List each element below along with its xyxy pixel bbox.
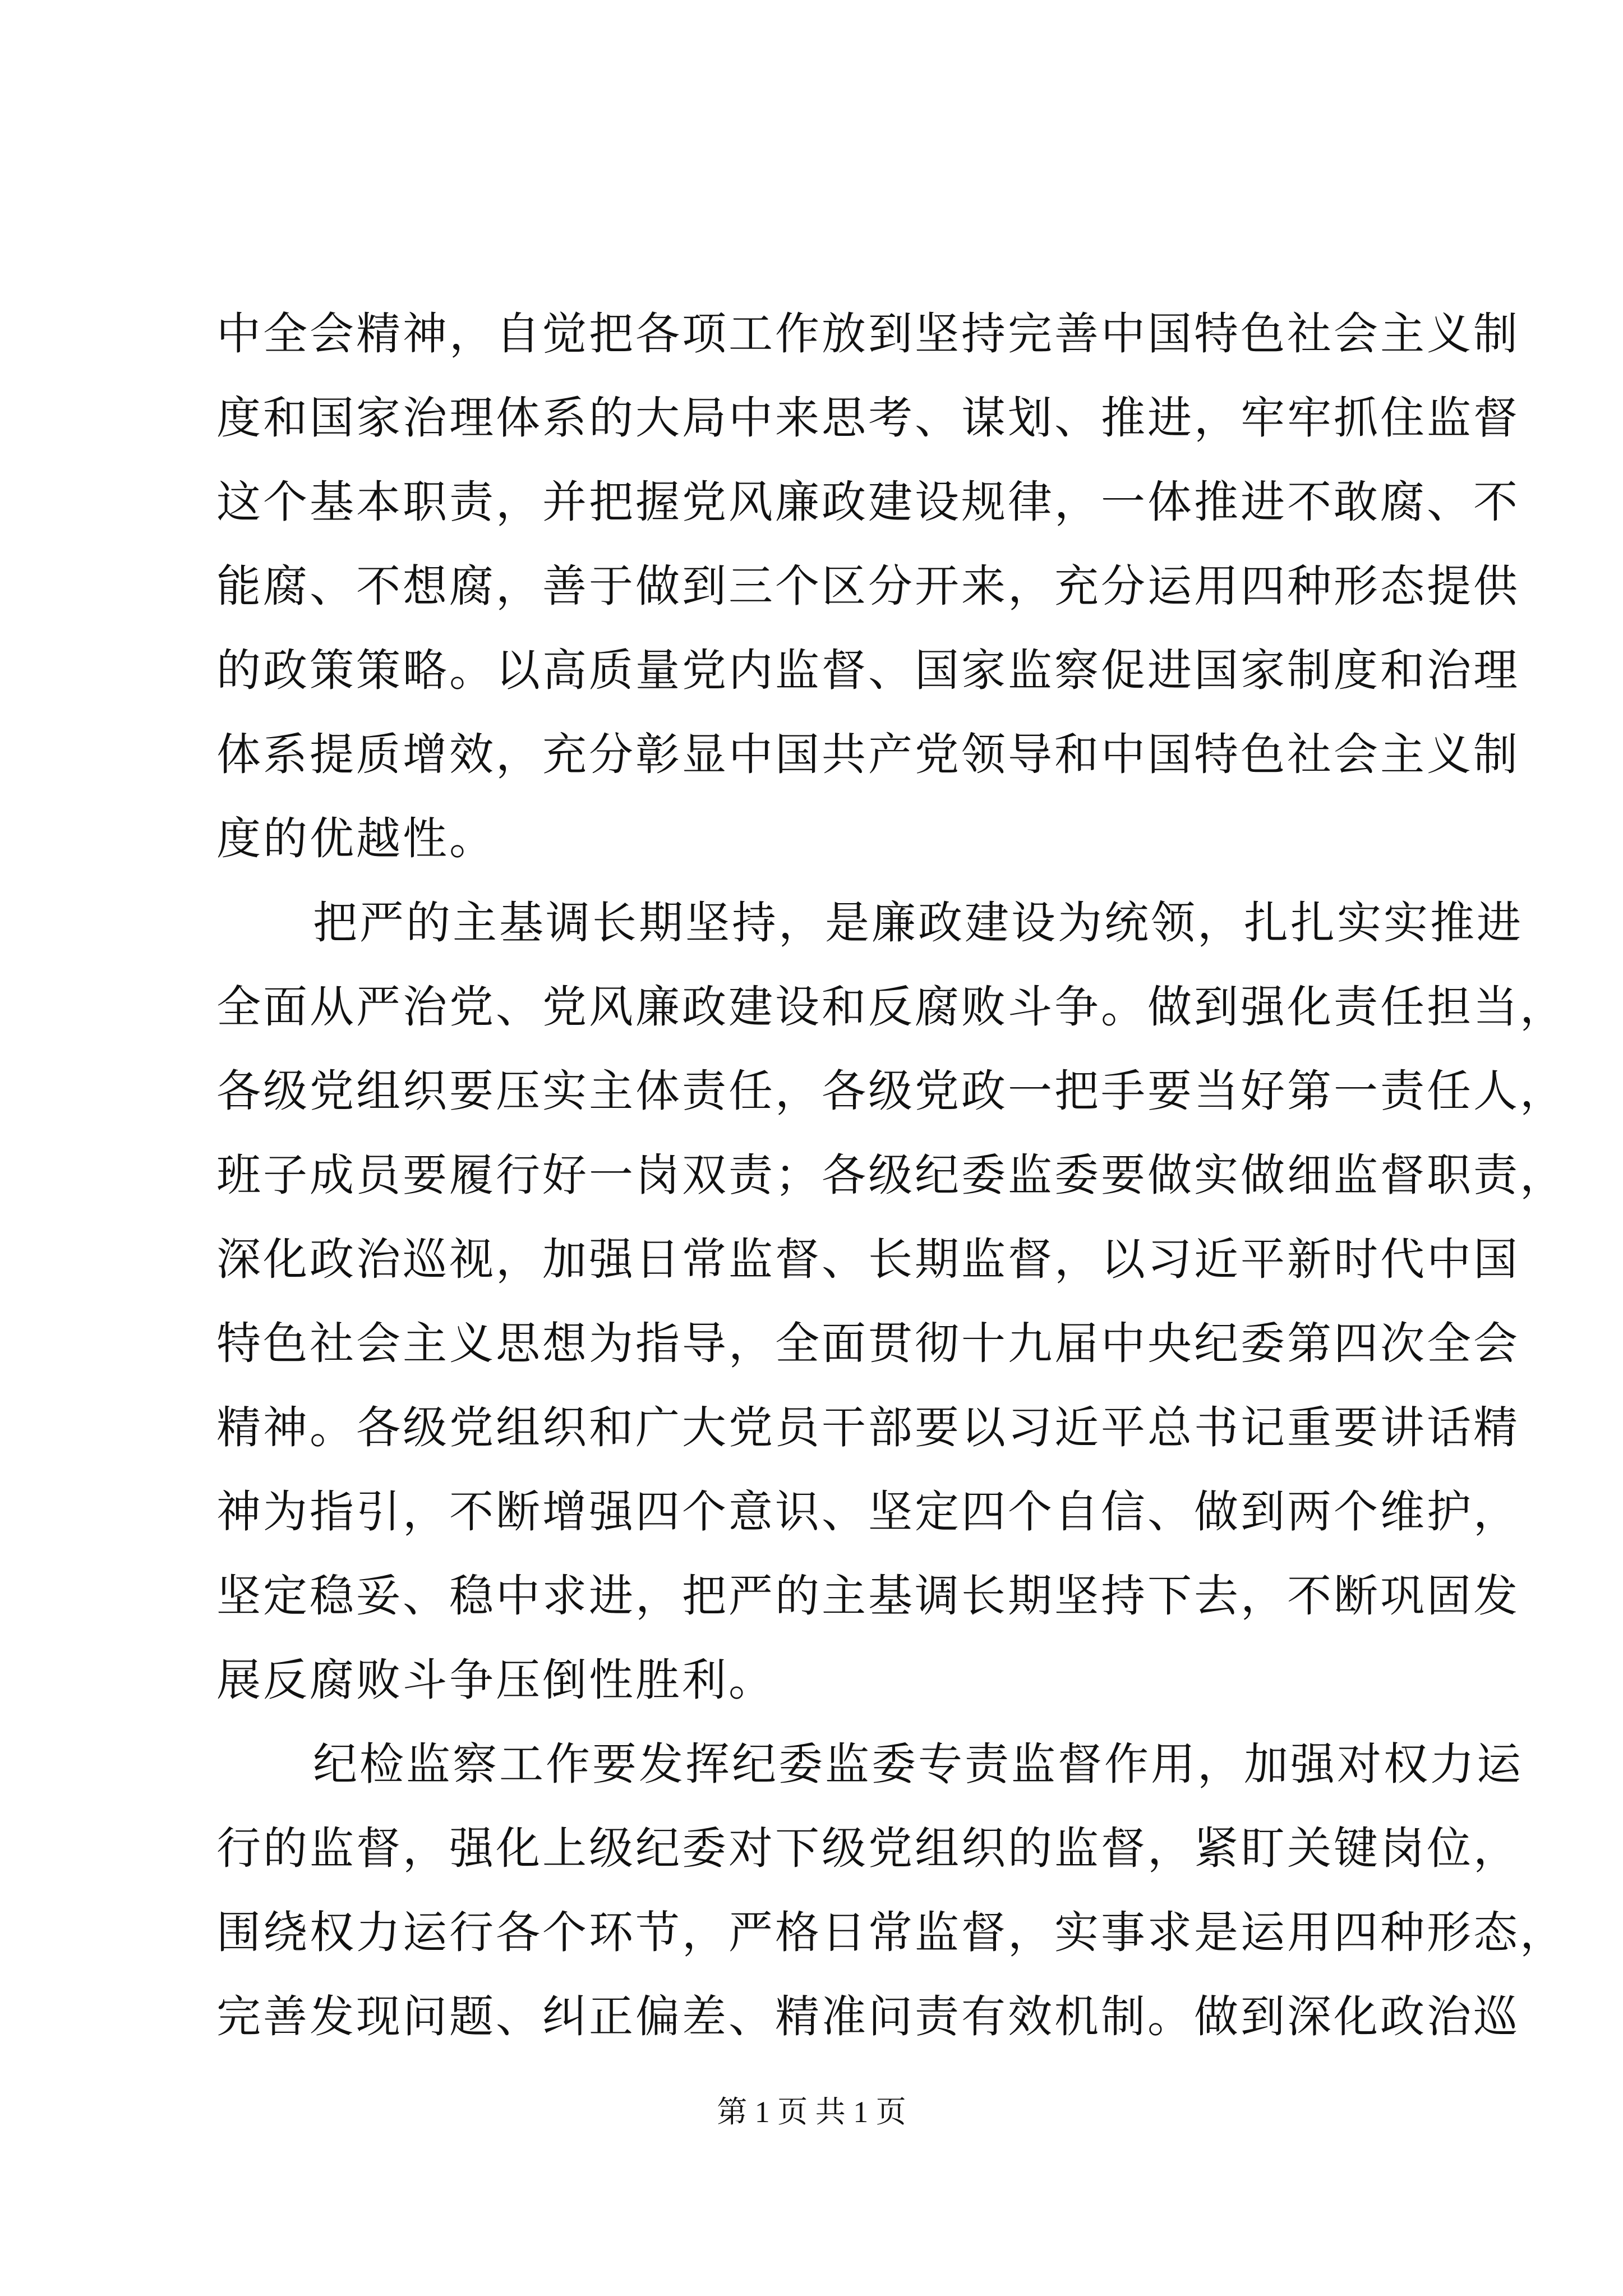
text-line: 的政策策略。以高质量党内监督、国家监察促进国家制度和治理 [216,645,1520,696]
text-line: 坚定稳妥、稳中求进，把严的主基调长期坚持下去，不断巩固发 [216,1570,1520,1622]
text-line: 精神。各级党组织和广大党员干部要以习近平总书记重要讲话精 [216,1402,1520,1453]
text-line: 班子成员要履行好一岗双责；各级纪委监委要做实做细监督职责， [216,1149,1566,1201]
text-line: 这个基本职责，并把握党风廉政建设规律，一体推进不敢腐、不 [216,476,1520,528]
text-line: 能腐、不想腐，善于做到三个区分开来，充分运用四种形态提供 [216,560,1520,612]
text-line: 神为指引，不断增强四个意识、坚定四个自信、做到两个维护， [216,1486,1520,1538]
text-line: 各级党组织要压实主体责任，各级党政一把手要当好第一责任人， [216,1065,1566,1117]
text-line: 中全会精神，自觉把各项工作放到坚持完善中国特色社会主义制 [216,308,1520,360]
text-line: 特色社会主义思想为指导，全面贯彻十九届中央纪委第四次全会 [216,1318,1520,1369]
text-line: 纪检监察工作要发挥纪委监委专责监督作用，加强对权力运 [313,1738,1523,1790]
text-line: 度的优越性。 [216,813,496,864]
text-line: 行的监督，强化上级纪委对下级党组织的监督，紧盯关键岗位， [216,1823,1520,1874]
text-line: 深化政治巡视，加强日常监督、长期监督，以习近平新时代中国 [216,1234,1520,1285]
text-line: 把严的主基调长期坚持，是廉政建设为统领，扎扎实实推进 [313,897,1523,949]
text-line: 展反腐败斗争压倒性胜利。 [216,1654,775,1706]
text-line: 体系提质增效，充分彰显中国共产党领导和中国特色社会主义制 [216,729,1520,780]
text-line: 围绕权力运行各个环节，严格日常监督，实事求是运用四种形态， [216,1907,1566,1958]
text-line: 度和国家治理体系的大局中来思考、谋划、推进，牢牢抓住监督 [216,392,1520,444]
text-line: 完善发现问题、纠正偏差、精准问责有效机制。做到深化政治巡 [216,1991,1520,2042]
document-body [216,292,1566,2059]
text-line: 全面从严治党、党风廉政建设和反腐败斗争。做到强化责任担当， [216,981,1566,1033]
page-footer: 第 1 页 共 1 页 [717,2095,906,2129]
